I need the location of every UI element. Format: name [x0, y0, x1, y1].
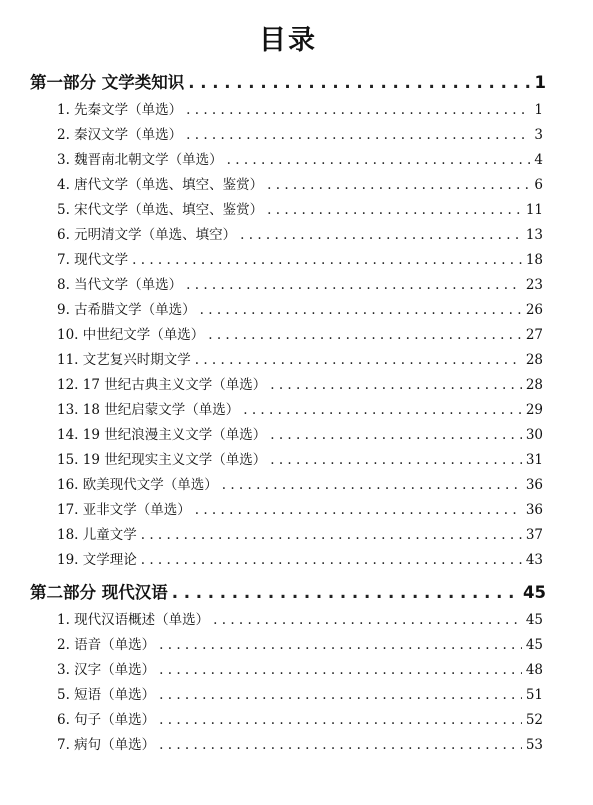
toc-entry[interactable]	[30, 398, 546, 423]
entry-title: 5. 宋代文学（单选、填空、鉴赏）	[57, 202, 264, 218]
dot-leader	[159, 708, 522, 733]
entry-page-number: 30	[525, 427, 543, 443]
dot-leader	[159, 658, 522, 683]
entry-page-number: 45	[525, 612, 543, 628]
dot-leader	[141, 523, 522, 548]
entry-title: 3. 魏晋南北朝文学（单选）	[57, 152, 223, 168]
table-of-contents	[30, 67, 546, 758]
entry-page-number: 23	[525, 277, 543, 293]
entry-title: 9. 古希腊文学（单选）	[57, 302, 196, 318]
dot-leader	[213, 608, 522, 633]
entry-page-number: 48	[525, 662, 543, 678]
entry-page-number: 26	[525, 302, 543, 318]
toc-entry[interactable]	[30, 423, 546, 448]
part-page-number: 1	[534, 73, 546, 92]
toc-entry[interactable]	[30, 273, 546, 298]
toc-entry[interactable]	[30, 298, 546, 323]
dot-leader	[159, 633, 522, 658]
toc-entry[interactable]	[30, 148, 546, 173]
toc-entry[interactable]	[30, 348, 546, 373]
entry-title: 2. 秦汉文学（单选）	[57, 127, 183, 143]
dot-leader	[186, 98, 530, 123]
dot-leader	[159, 683, 522, 708]
entry-page-number: 1	[534, 102, 543, 118]
entry-page-number: 4	[534, 152, 543, 168]
entry-title: 10. 中世纪文学（单选）	[57, 327, 205, 343]
entry-page-number: 28	[525, 352, 543, 368]
toc-entry[interactable]	[30, 708, 546, 733]
entry-page-number: 52	[525, 712, 543, 728]
toc-entry[interactable]	[30, 373, 546, 398]
entry-page-number: 27	[525, 327, 543, 343]
dot-leader	[227, 148, 531, 173]
toc-part-heading[interactable]	[30, 577, 546, 608]
entry-page-number: 51	[525, 687, 543, 703]
toc-entry[interactable]	[30, 683, 546, 708]
dot-leader	[267, 198, 522, 223]
dot-leader	[186, 123, 530, 148]
entry-title: 6. 句子（单选）	[57, 712, 156, 728]
part-title: 第一部分 文学类知识	[30, 73, 185, 92]
toc-entry[interactable]	[30, 198, 546, 223]
entry-page-number: 43	[525, 552, 543, 568]
dot-leader	[159, 733, 522, 758]
toc-entry[interactable]	[30, 248, 546, 273]
entry-title: 1. 现代汉语概述（单选）	[57, 612, 210, 628]
entry-title: 17. 亚非文学（单选）	[57, 502, 191, 518]
dot-leader	[267, 173, 530, 198]
entry-title: 8. 当代文学（单选）	[57, 277, 183, 293]
toc-entry[interactable]	[30, 448, 546, 473]
toc-entry[interactable]	[30, 473, 546, 498]
part-page-number: 45	[523, 583, 546, 602]
dot-leader	[172, 577, 519, 608]
entry-page-number: 11	[525, 202, 543, 218]
toc-entry[interactable]	[30, 658, 546, 683]
entry-title: 1. 先秦文学（单选）	[57, 102, 183, 118]
page-title: 目录	[259, 25, 317, 56]
entry-page-number: 31	[525, 452, 543, 468]
entry-title: 6. 元明清文学（单选、填空）	[57, 227, 237, 243]
toc-entry[interactable]	[30, 733, 546, 758]
toc-entry[interactable]	[30, 98, 546, 123]
dot-leader	[270, 448, 522, 473]
toc-entry[interactable]	[30, 323, 546, 348]
entry-page-number: 29	[525, 402, 543, 418]
entry-title: 16. 欧美现代文学（单选）	[57, 477, 218, 493]
dot-leader	[186, 273, 522, 298]
entry-page-number: 36	[525, 502, 543, 518]
dot-leader	[243, 398, 522, 423]
part-title: 第二部分 现代汉语	[30, 583, 168, 602]
entry-title: 13. 18 世纪启蒙文学（单选）	[57, 402, 240, 418]
toc-entry[interactable]	[30, 608, 546, 633]
toc-entry[interactable]	[30, 123, 546, 148]
entry-page-number: 6	[534, 177, 543, 193]
toc-part-heading[interactable]	[30, 67, 546, 98]
entry-title: 7. 病句（单选）	[57, 737, 156, 753]
entry-page-number: 36	[525, 477, 543, 493]
entry-title: 3. 汉字（单选）	[57, 662, 156, 678]
dot-leader	[270, 423, 522, 448]
dot-leader	[200, 298, 522, 323]
dot-leader	[222, 473, 522, 498]
toc-entry[interactable]	[30, 523, 546, 548]
entry-title: 7. 现代文学	[57, 252, 129, 268]
dot-leader	[132, 248, 522, 273]
toc-entry[interactable]	[30, 633, 546, 658]
dot-leader	[188, 67, 530, 98]
toc-entry[interactable]	[30, 173, 546, 198]
entry-title: 15. 19 世纪现实主义文学（单选）	[57, 452, 267, 468]
dot-leader	[141, 548, 522, 573]
entry-page-number: 3	[534, 127, 543, 143]
entry-title: 11. 文艺复兴时期文学	[57, 352, 191, 368]
dot-leader	[240, 223, 522, 248]
dot-leader	[208, 323, 522, 348]
entry-title: 18. 儿童文学	[57, 527, 137, 543]
entry-title: 19. 文学理论	[57, 552, 137, 568]
entry-title: 12. 17 世纪古典主义文学（单选）	[57, 377, 267, 393]
entry-page-number: 45	[525, 637, 543, 653]
dot-leader	[195, 348, 522, 373]
toc-entry[interactable]	[30, 548, 546, 573]
entry-page-number: 18	[525, 252, 543, 268]
entry-page-number: 28	[525, 377, 543, 393]
toc-part-section	[30, 577, 546, 758]
entry-title: 5. 短语（单选）	[57, 687, 156, 703]
dot-leader	[195, 498, 522, 523]
toc-entry[interactable]	[30, 223, 546, 248]
dot-leader	[270, 373, 522, 398]
entry-title: 2. 语音（单选）	[57, 637, 156, 653]
entry-title: 14. 19 世纪浪漫主义文学（单选）	[57, 427, 267, 443]
entry-page-number: 37	[525, 527, 543, 543]
toc-entry[interactable]	[30, 498, 546, 523]
entry-page-number: 53	[525, 737, 543, 753]
toc-part-section	[30, 67, 546, 573]
entry-page-number: 13	[525, 227, 543, 243]
entry-title: 4. 唐代文学（单选、填空、鉴赏）	[57, 177, 264, 193]
